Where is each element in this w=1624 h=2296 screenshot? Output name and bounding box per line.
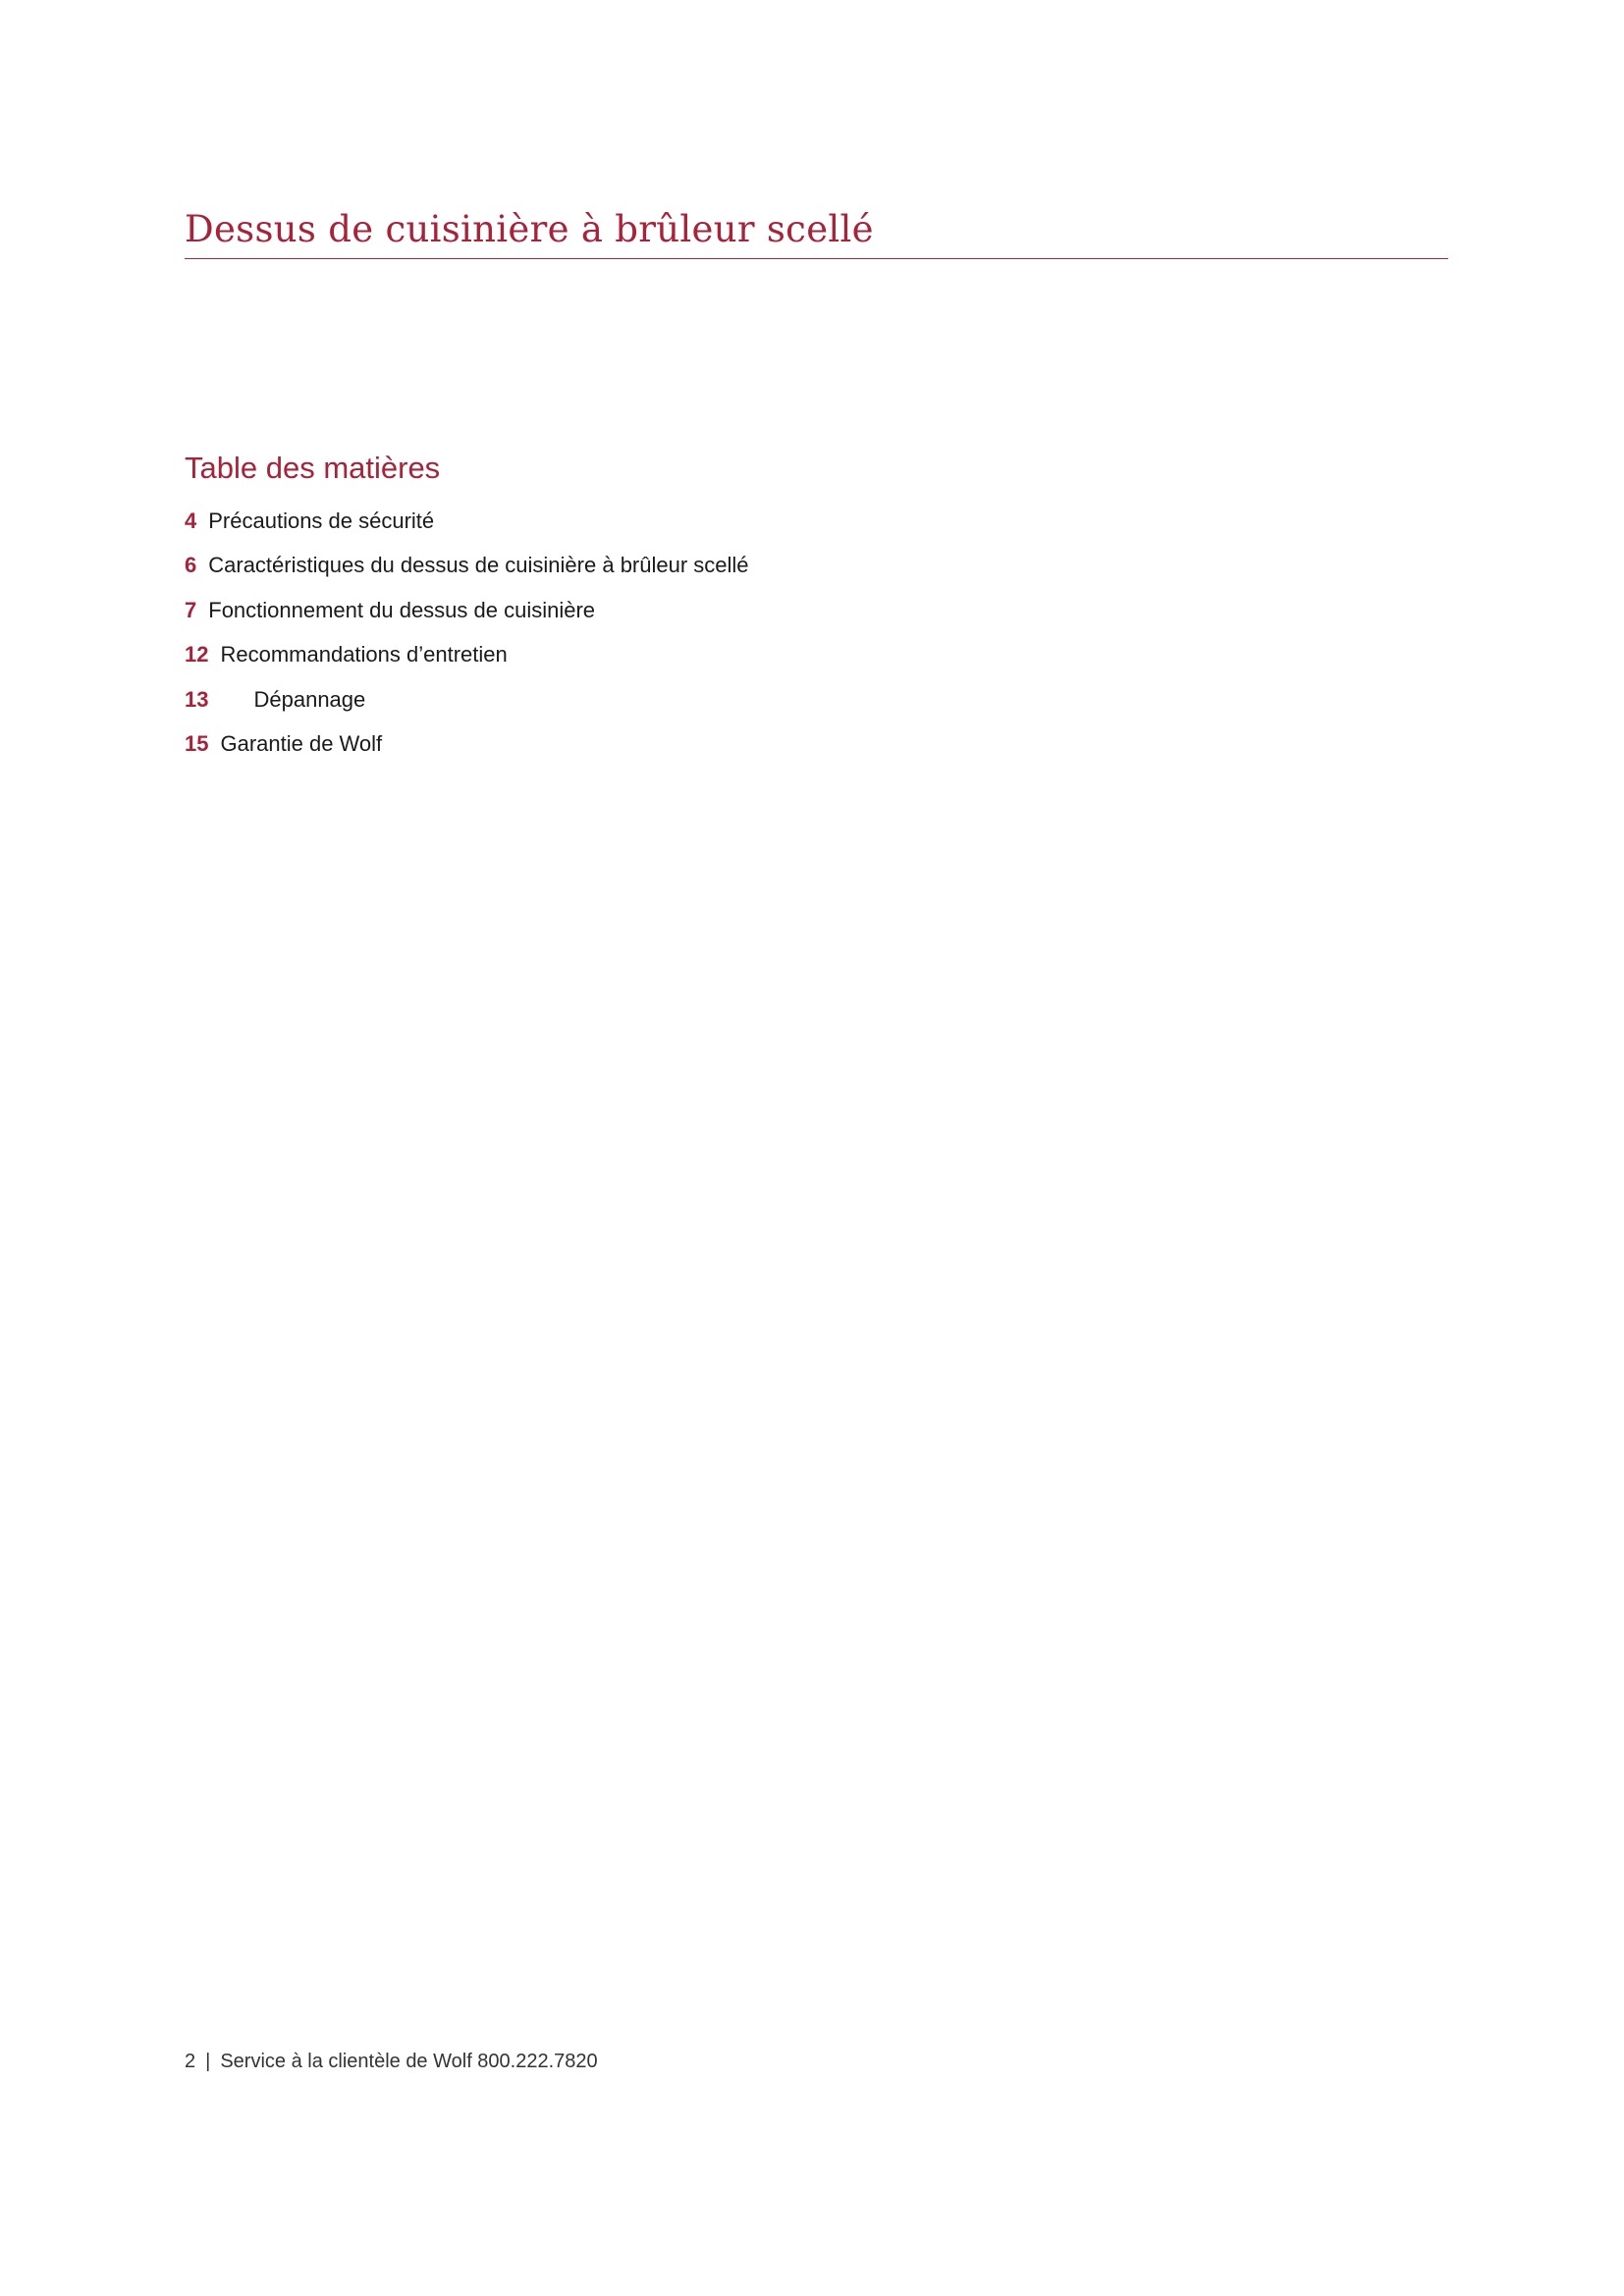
document-title: Dessus de cuisinière à brûleur scellé [185, 208, 874, 250]
toc-entry-label: Garantie de Wolf [220, 730, 383, 756]
toc-heading: Table des matières [185, 451, 441, 485]
toc-item-precautions[interactable] [185, 507, 749, 551]
toc-page-number: 6 [185, 553, 197, 578]
toc-item-caracteristiques[interactable] [185, 551, 749, 595]
footer-page-number: 2 [185, 2051, 196, 2072]
toc-entry-label: Caractéristiques du dessus de cuisinière à brûleur scellé [208, 553, 749, 578]
toc-page-number: 12 [185, 642, 209, 667]
toc-entry-label: Fonctionnement du dessus de cuisinière [208, 597, 596, 622]
title-divider [185, 258, 1448, 259]
table-of-contents [185, 507, 749, 774]
page-footer [185, 2049, 598, 2074]
toc-item-entretien[interactable] [185, 640, 749, 684]
footer-separator: | [205, 2051, 211, 2072]
toc-item-depannage[interactable] [185, 685, 749, 729]
toc-entry-label: Recommandations d’entretien [220, 642, 508, 667]
toc-page-number: 7 [185, 597, 197, 622]
toc-page-number: 4 [185, 508, 197, 533]
toc-page-number: 13 [185, 686, 209, 712]
footer-service-text: Service à la clientèle de Wolf 800.222.7820 [220, 2051, 598, 2072]
toc-item-fonctionnement[interactable] [185, 596, 749, 640]
toc-entry-label: Précautions de sécurité [208, 508, 435, 533]
toc-entry-label: Dépannage [253, 686, 366, 712]
toc-page-number: 15 [185, 730, 209, 756]
toc-item-garantie[interactable] [185, 729, 749, 774]
